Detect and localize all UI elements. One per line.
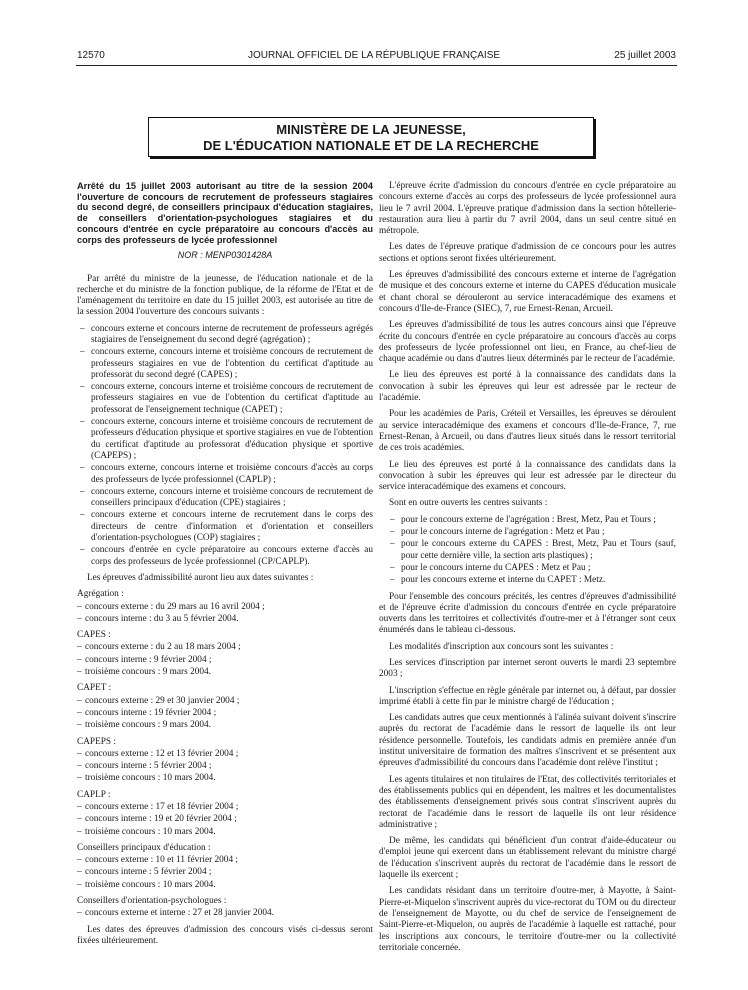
paragraph: De même, les candidats qui bénéficient d'un contrat d'aide-éducateur ou d'emploi jeune qui exercent dans un établissement relevant du ministre chargé de l'éducation s'inscrivent auprès du rectorat de l'académie dans le ressort de laquelle ils exercent ; bbox=[379, 836, 676, 881]
list-item: – concours interne : 19 février 2004 ; bbox=[77, 708, 373, 719]
list-item: – concours externe, concours interne et troisième concours de recrutement de professeurs stagiaires en vue de l'obtention du certificat d'aptitude au professorat de l'enseignement technique (CAPET) ; bbox=[77, 382, 373, 416]
paragraph: Pour l'ensemble des concours précités, les centres d'épreuves d'admissibilité et de l'épreuve écrite d'admission du concours d'entrée en cycle préparatoire ouverts dans les territoires et collectivités d'outre-mer et à l'étranger sont ceux énumérés dans le tableau ci-dessous. bbox=[379, 591, 676, 636]
schedule-group-title: Conseillers principaux d'éducation : bbox=[77, 842, 211, 853]
schedule-dates-list bbox=[77, 802, 373, 838]
list-item: – concours externe : 29 et 30 janvier 2004 ; bbox=[77, 696, 373, 707]
schedule-group-title: Agrégation : bbox=[77, 589, 124, 600]
paragraph: Les agents titulaires et non titulaires de l'Etat, des collectivités territoriales et des établissements publics qui en dépendent, les maîtres et les documentalistes des établissements d'enseignement privés sous contrat s'inscrivent auprès du rectorat de l'académie dans le ressort de laquelle ils ont leur résidence administrative ; bbox=[379, 774, 676, 830]
paragraph: Les modalités d'inscription aux concours sont les suivantes : bbox=[389, 641, 614, 652]
paragraph: Les services d'inscription par internet seront ouverts le mardi 23 septembre 2003 ; bbox=[379, 657, 676, 680]
schedule-dates-list bbox=[77, 908, 373, 919]
list-item: – concours interne : du 3 au 5 février 2004. bbox=[77, 614, 373, 625]
paragraph: L'inscription s'effectue en règle générale par internet ou, à défaut, par dossier imprimé établi à cette fin par le ministre chargé de l'éducation ; bbox=[379, 685, 676, 707]
schedule-dates-list bbox=[77, 749, 373, 785]
centres-list bbox=[387, 515, 676, 587]
nor-reference bbox=[77, 250, 373, 261]
list-item: – concours interne : 5 février 2004 ; bbox=[77, 761, 373, 772]
list-item: – troisième concours : 10 mars 2004. bbox=[77, 880, 373, 891]
list-item: – concours externe et interne : 27 et 28 janvier 2004. bbox=[77, 908, 373, 919]
concours-list bbox=[77, 324, 373, 568]
journal-title: JOURNAL OFFICIEL DE LA RÉPUBLIQUE FRANÇAISE bbox=[247, 50, 501, 61]
list-item: – concours interne : 5 février 2004 ; bbox=[77, 867, 373, 878]
schedule-group bbox=[77, 843, 373, 891]
schedule-dates-list bbox=[77, 602, 373, 626]
list-item: – pour le concours externe de l'agrégation : Brest, Metz, Pau et Tours ; bbox=[387, 515, 676, 526]
list-item: – concours externe, concours interne et troisième concours de recrutement de professeurs stagiaires en vue de l'obtention du certificat d'aptitude au professorat du second degré (CAPES) ; bbox=[77, 347, 373, 381]
schedule-group bbox=[77, 589, 373, 625]
schedule-dates-list bbox=[77, 855, 373, 891]
list-item: – concours externe : du 29 mars au 16 avril 2004 ; bbox=[77, 602, 373, 613]
list-item: – concours interne : 19 et 20 février 2004 ; bbox=[77, 814, 373, 825]
list-item: – concours d'entrée en cycle préparatoire au concours externe d'accès au corps des professeurs de lycée professionnel (CP/CAPLP). bbox=[77, 545, 373, 568]
list-item: – troisième concours : 9 mars 2004. bbox=[77, 720, 373, 731]
list-item: – concours externe et concours interne de recrutement de professeurs agrégés stagiaires de l'enseignement du second degré (agrégation) ; bbox=[77, 324, 373, 347]
paragraph: L'épreuve écrite d'admission du concours d'entrée en cycle préparatoire au concours externe d'accès au corps des professeurs de lycée professionnel aura lieu le 7 avril 2004. L'épreuve pratique d'admission dans la section hôtellerie-restauration aura lieu à partir du 7 avril 2004, dans un seul centre situé en métropole. bbox=[379, 181, 676, 237]
list-item: – troisième concours : 9 mars 2004. bbox=[77, 667, 373, 678]
page-header bbox=[0, 50, 748, 64]
list-item: – concours externe : 17 et 18 février 2004 ; bbox=[77, 802, 373, 813]
paragraph: Les candidats autres que ceux mentionnés à l'alinéa suivant doivent s'inscrire auprès du rectorat de l'académie dans le ressort de laquelle ils ont leur résidence personnelle. Toutefois, les candidats admis en première année d'un institut universitaire de formation des maîtres s'inscrivent et se présentent aux épreuves d'admissibilité du concours dans l'académie dont relève l'institut ; bbox=[379, 713, 676, 769]
list-item: – concours interne : 9 février 2004 ; bbox=[77, 655, 373, 666]
closing-paragraph: Les dates des épreuves d'admission des concours visés ci-dessus seront fixées ultérieurement. bbox=[77, 924, 373, 946]
list-item: – concours externe : 12 et 13 février 2004 ; bbox=[77, 749, 373, 760]
ministry-line-2: DE L'ÉDUCATION NATIONALE ET DE LA RECHERCHE bbox=[203, 138, 539, 153]
list-item: – concours externe : du 2 au 18 mars 2004 ; bbox=[77, 642, 373, 653]
schedule bbox=[77, 589, 373, 919]
paragraph: Les épreuves d'admissibilité de tous les autres concours ainsi que l'épreuve écrite du concours d'entrée en cycle préparatoire au concours d'accès au corps des professeurs de lycée professionnel ont lieu, en France, au chef-lieu de chaque académie ou dans d'autres lieux déterminés par le recteur de l'académie. bbox=[379, 320, 676, 365]
schedule-group bbox=[77, 683, 373, 731]
schedule-group bbox=[77, 737, 373, 785]
header-rule bbox=[76, 65, 677, 66]
list-item: – pour le concours externe du CAPES : Brest, Metz, Pau et Tours (sauf, pour cette dernière ville, la section arts plastiques) ; bbox=[387, 539, 676, 562]
paragraph: Les dates de l'épreuve pratique d'admission de ce concours pour les autres sections et options seront fixées ultérieurement. bbox=[379, 242, 676, 264]
schedule-group bbox=[77, 790, 373, 838]
paragraph: Les candidats résidant dans un territoire d'outre-mer, à Mayotte, à Saint-Pierre-et-Miquelon s'inscrivent auprès du vice-rectorat du TOM ou du directeur de l'enseignement de Mayotte, ou du chef de service de l'enseignement de Saint-Pierre-et-Miquelon, ou auprès de l'académie à laquelle est rattaché, pour les inscriptions aux concours, le territoire d'outre-mer ou la collectivité territoriale concernée. bbox=[379, 886, 676, 953]
schedule-group bbox=[77, 896, 373, 920]
paragraph: Le lieu des épreuves est porté à la connaissance des candidats dans la convocation à subir les épreuves qui leur est adressée par le recteur de l'académie. bbox=[379, 370, 676, 404]
list-item: – pour le concours interne de l'agrégation : Metz et Pau ; bbox=[387, 527, 676, 538]
centres-intro: Sont en outre ouverts les centres suivants : bbox=[389, 498, 548, 509]
schedule-dates-list bbox=[77, 696, 373, 732]
list-item: – concours externe et concours interne de recrutement dans le corps des directeurs de centre d'information et d'orientation et conseillers d'orientation-psychologues (COP) stagiaires ; bbox=[77, 510, 373, 544]
nor-text: NOR : MENP0301428A bbox=[177, 250, 273, 261]
list-item: – concours externe, concours interne et troisième concours de recrutement de professeurs d'éducation physique et sportive stagiaires en vue de l'obtention du certificat d'aptitude au professorat d'éducation physique et sportive (CAPEPS) ; bbox=[77, 417, 373, 462]
arrete-title: Arrêté du 15 juillet 2003 autorisant au titre de la session 2004 l'ouverture de concours de recrutement de professeurs stagiaires du second degré, de conseillers principaux d'éducation stagiaires, de conseillers d'orientation-psychologues stagiaires et du concours d'entrée en cycle préparatoire au concours d'accès au corps des professeurs de lycée professionnel bbox=[77, 181, 373, 245]
ministry-line-1: MINISTÈRE DE LA JEUNESSE, bbox=[276, 122, 466, 137]
paragraph: Pour les académies de Paris, Créteil et Versailles, les épreuves se déroulent au service interacadémique des examens et concours d'Ile-de-France, 7, rue Ernest-Renan, à Arcueil, ou dans d'autres lieux situés dans le ressort territorial de ces trois académies. bbox=[379, 409, 676, 454]
schedule-group bbox=[77, 630, 373, 678]
publication-date: 25 juillet 2003 bbox=[614, 50, 676, 61]
page-number: 12570 bbox=[77, 50, 105, 61]
schedule-group-title: CAPET : bbox=[77, 683, 112, 694]
list-item: – pour le concours interne du CAPES : Metz et Pau ; bbox=[387, 563, 676, 574]
list-item: – concours externe, concours interne et troisième concours de recrutement de conseillers principaux d'éducation (CPE) stagiaires ; bbox=[77, 487, 373, 510]
dates-intro: Les épreuves d'admissibilité auront lieu aux dates suivantes : bbox=[87, 572, 314, 583]
schedule-group-title: CAPLP : bbox=[77, 789, 111, 800]
paragraph: Les épreuves d'admissibilité des concours externe et interne de l'agrégation de musique et des concours externe et interne du CAPES d'éducation musicale et chant choral se dérouleront au service interacadémique des examens et concours d'Ile-de-France (SIEC), 7, rue Ernest-Renan, Arcueil. bbox=[379, 270, 676, 314]
list-item: – pour les concours externe et interne du CAPET : Metz. bbox=[387, 575, 676, 586]
list-item: – concours externe : 10 et 11 février 2004 ; bbox=[77, 855, 373, 866]
list-item: – concours externe, concours interne et troisième concours d'accès au corps des professeurs de lycée professionnel (CAPLP) ; bbox=[77, 463, 373, 486]
list-item: – troisième concours : 10 mars 2004. bbox=[77, 773, 373, 784]
schedule-dates-list bbox=[77, 642, 373, 678]
intro-paragraph: Par arrêté du ministre de la jeunesse, de l'éducation nationale et de la recherche et du ministre de la fonction publique, de la réforme de l'Etat et de l'aménagement du territoire en date du 15 juillet 2003, est autorisée au titre de la session 2004 l'ouverture des concours suivants : bbox=[77, 273, 373, 318]
list-item: – troisième concours : 10 mars 2004. bbox=[77, 827, 373, 838]
ministry-box bbox=[148, 117, 594, 157]
schedule-group-title: CAPEPS : bbox=[77, 736, 117, 747]
right-column bbox=[379, 181, 676, 959]
schedule-group-title: Conseillers d'orientation-psychologues : bbox=[77, 896, 227, 907]
paragraph: Le lieu des épreuves est porté à la connaissance des candidats dans la convocation à subir les épreuves qui leur est adressée par le directeur du service interacadémique des examens et concours. bbox=[379, 459, 676, 493]
left-column bbox=[77, 181, 373, 952]
schedule-group-title: CAPES : bbox=[77, 630, 111, 641]
